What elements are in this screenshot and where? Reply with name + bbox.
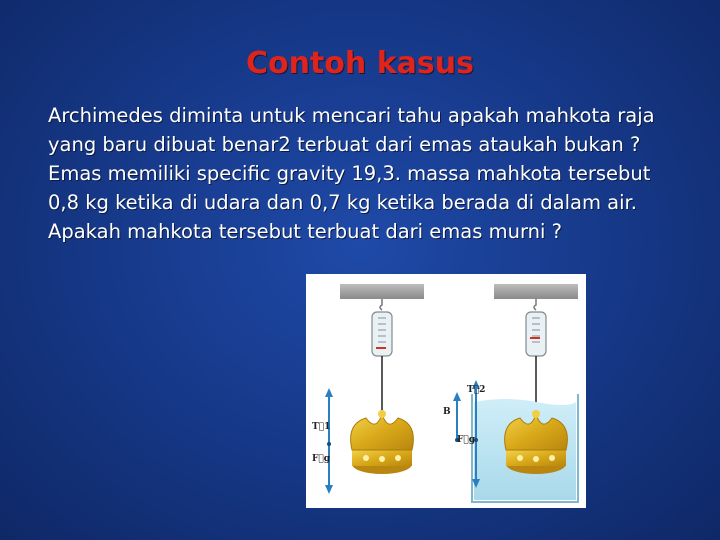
left-hook (380, 299, 382, 310)
left-weight-label: F⃗g (312, 454, 331, 464)
crown-buoyancy-figure (306, 274, 586, 508)
right-hook (534, 299, 536, 310)
weight-arrowhead-icon (325, 485, 333, 494)
buoyant-arrowhead-icon (453, 392, 461, 401)
left-spring-scale (372, 312, 392, 356)
crown-diagram (306, 274, 586, 508)
right-spring-scale (526, 312, 546, 356)
left-crown (351, 410, 414, 474)
left-tension-label: T⃗1 (312, 422, 331, 432)
left-support-bar (340, 284, 424, 299)
left-force-arrows (325, 388, 333, 494)
right-support-bar (494, 284, 578, 299)
right-force-arrows (453, 380, 480, 488)
slide-title: Contoh kasus (245, 46, 474, 81)
right-setup (443, 284, 578, 502)
right-weight-label: F⃗g (457, 435, 476, 445)
problem-text: Archimedes diminta untuk mencari tahu apakah mahkota raja yang baru dibuat benar2 terbuat dari emas ataukah bukan ? Emas memiliki specific gravity 19,3. massa mahkota tersebut 0,8 kg ketika di udara dan 0,7 kg ketika berada di dalam air. Apakah mahkota tersebut terbuat dari emas murni ? (48, 104, 655, 243)
right-buoyant-label: B (443, 407, 451, 417)
left-setup (312, 284, 424, 494)
tension-arrowhead-icon (325, 388, 333, 397)
right-tension-label: T⃗2 (467, 385, 486, 395)
